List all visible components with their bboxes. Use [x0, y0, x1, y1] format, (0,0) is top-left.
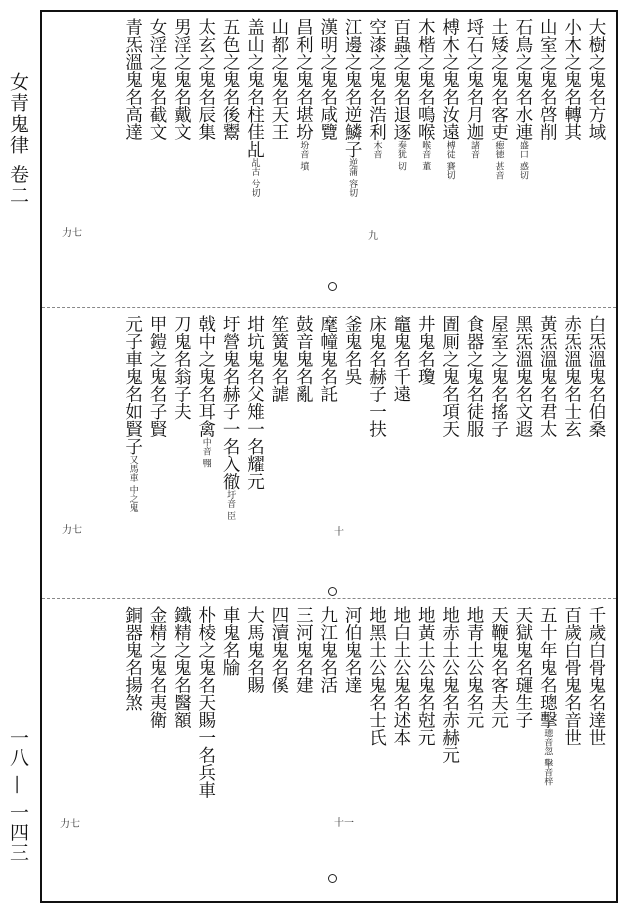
text-column: 男淫之鬼名戴文: [171, 18, 192, 141]
text-column: 大樹之鬼名方域: [586, 18, 606, 141]
circle-mark: [328, 874, 337, 883]
text-column: 地赤土公鬼名赤赫元: [439, 606, 460, 764]
text-column: 圊厠之鬼名項天: [439, 315, 460, 438]
text-column: 地青土公鬼名元: [464, 606, 485, 729]
text-column: 笙簧鬼名謔: [268, 315, 289, 403]
text-column: 井鬼名瓊: [415, 315, 436, 385]
text-column: 青炁溫鬼名高達: [122, 18, 143, 141]
text-column: 鼓音鬼名亂: [293, 315, 314, 403]
text-section-lower: [42, 600, 616, 903]
text-column: 土矮之鬼名客吏瘛徳 甚音: [488, 18, 509, 180]
text-column: 白炁溫鬼名伯桑: [586, 315, 606, 438]
leaf-number: 九: [368, 231, 378, 242]
text-column: 車鬼名牏: [220, 606, 241, 676]
column-group: [120, 18, 608, 301]
margin-page-number: 一八 — 一四三: [7, 728, 29, 863]
text-column: 竈鬼名千遠: [390, 315, 411, 403]
text-column: 釜鬼名吳: [342, 315, 363, 385]
text-column: 太玄之鬼名辰集: [195, 18, 216, 141]
section-divider: [42, 307, 616, 308]
text-column: 天獄鬼名璭生子: [512, 606, 533, 729]
text-column: 河伯鬼名達: [342, 606, 363, 694]
circle-mark: [328, 587, 337, 596]
leaf-number: 力七: [62, 228, 82, 239]
text-column: 坩坑鬼名父雉一名耀元: [244, 315, 265, 490]
text-column: 赤炁溫鬼名士玄: [561, 315, 582, 438]
text-column: 榑木之鬼名汝遠榑徒 賽切: [439, 18, 460, 180]
column-group: [120, 315, 608, 592]
text-column: 百歲白骨鬼名音世: [561, 606, 582, 746]
text-column: 戟中之鬼名耳禽中音 翈: [195, 315, 216, 468]
text-column: 元子車鬼名如賢子又馬車 中之鬼: [122, 315, 143, 512]
text-column: 五十年鬼名璁擊璁音忽 擊音梓: [537, 606, 558, 786]
text-column: 昌利之鬼名堪坋坋音 墳: [293, 18, 314, 171]
text-column: 三河鬼名建: [293, 606, 314, 694]
text-column: 江邊之鬼名逆鱗子逆蒲 容切: [342, 18, 363, 197]
text-column: 百蟲之鬼名退逐奏犹 切: [390, 18, 411, 171]
text-column: 空漆之鬼名浩利木音: [366, 18, 387, 159]
section-divider: [42, 598, 616, 599]
text-column: 山都之鬼名天王: [268, 18, 289, 141]
text-column: 木楷之鬼名鳴喉喉音 董: [415, 18, 436, 171]
text-column: 床鬼名赫子一扶: [366, 315, 387, 438]
text-column: 大馬鬼名賜: [244, 606, 265, 694]
text-column: 五色之鬼名後鬻: [220, 18, 241, 141]
text-column: 刀鬼名翁子夫: [171, 315, 192, 420]
text-column: 地白土公鬼名述本: [390, 606, 411, 746]
text-column: 小木之鬼名轉其: [561, 18, 582, 141]
text-column: 黑炁溫鬼名文遐: [512, 315, 533, 438]
text-column: 漢明之鬼名咸覽: [317, 18, 338, 141]
text-column: 麾幢鬼名託: [317, 315, 338, 403]
text-column: 銅器鬼名揚煞: [122, 606, 143, 711]
text-section-upper: [42, 12, 616, 307]
leaf-number: 十一: [334, 818, 354, 829]
text-column: 甲鎧之鬼名子賢: [146, 315, 167, 438]
text-column: 食器之鬼名徒服: [464, 315, 485, 438]
text-column: 天鞭鬼名客夫元: [488, 606, 509, 729]
text-column: 地黃土公鬼名尅元: [415, 606, 436, 746]
text-column: 石鳥之鬼名水連盛口 惑切: [512, 18, 533, 180]
text-column: 屋室之鬼名搖子: [488, 315, 509, 438]
text-section-middle: [42, 309, 616, 598]
text-column: 埒石之鬼名月迦諸音: [464, 18, 485, 159]
text-column: 四瀆鬼名傒: [268, 606, 289, 694]
margin-book-title: 女青鬼律 卷二: [7, 72, 29, 207]
text-column: 金精之鬼名夷衛: [146, 606, 167, 729]
leaf-number: 力七: [62, 525, 82, 536]
text-column: 女淫之鬼名截文: [146, 18, 167, 141]
text-column: 盖山之鬼名柱佳乩乩古 兮切: [244, 18, 265, 197]
text-column: 黃炁溫鬼名君太: [537, 315, 558, 438]
leaf-number: 力七: [60, 819, 80, 830]
page-frame: [40, 10, 618, 903]
text-column: 地黑土公鬼名士氏: [366, 606, 387, 746]
text-column: 九江鬼名活: [317, 606, 338, 694]
text-column: 朴棱之鬼名天賜一名兵車: [195, 606, 216, 799]
column-group: [120, 606, 608, 897]
text-column: 圩營鬼名赫子一名入徹圩音 臣: [220, 315, 241, 520]
text-column: 千歲白骨鬼名達世: [586, 606, 606, 746]
text-column: 山室之鬼名啓削: [537, 18, 558, 141]
leaf-number: 十: [334, 527, 344, 538]
circle-mark: [328, 282, 337, 291]
text-column: 鐵精之鬼名醫額: [171, 606, 192, 729]
